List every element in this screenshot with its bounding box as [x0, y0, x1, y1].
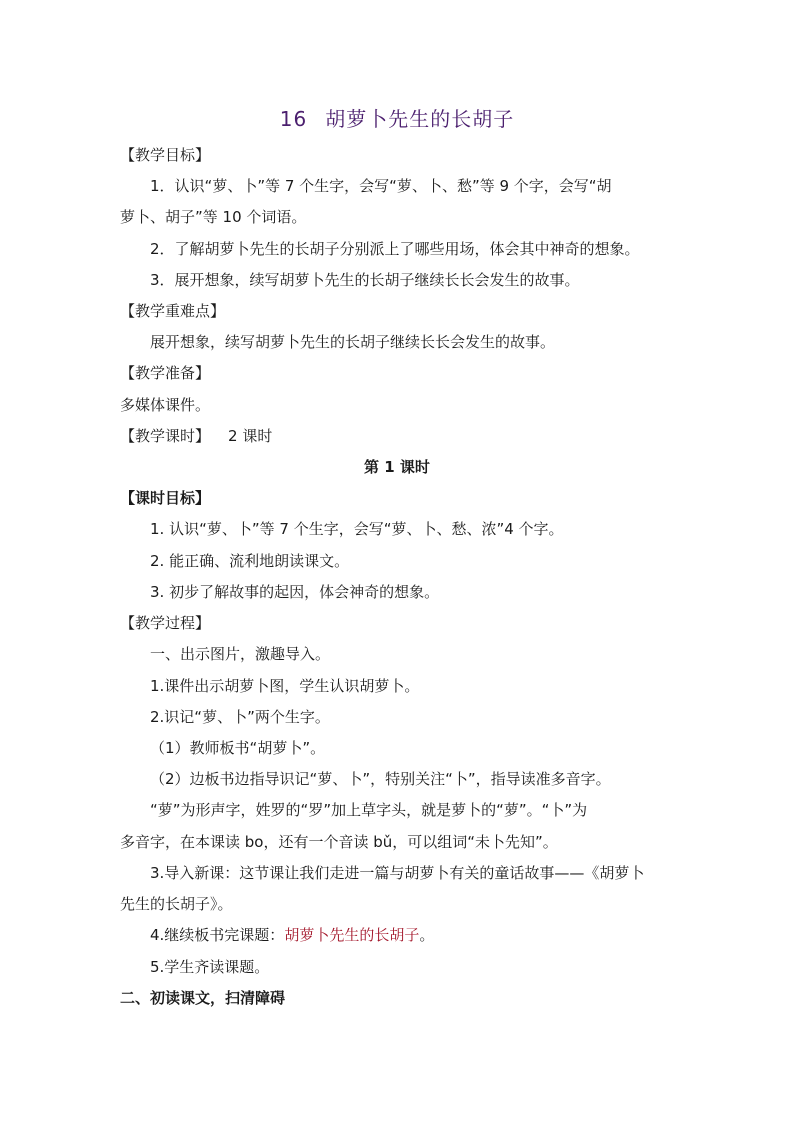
process-heading: 【教学过程】	[120, 614, 211, 632]
goal-1-line-2: 萝卜、胡子”等 10 个词语。	[120, 208, 307, 226]
process-item-4	[150, 925, 680, 945]
hours-heading: 【教学课时】	[120, 427, 211, 445]
process-item-2a: （1）教师板书“胡萝卜”。	[150, 739, 326, 757]
lesson-number: 16	[279, 107, 308, 131]
goal-1-line-1: 1．认识“萝、卜”等 7 个生字，会写“萝、卜、愁”等 9 个字，会写“胡	[150, 177, 612, 195]
goal-2: 2．了解胡萝卜先生的长胡子分别派上了哪些用场，体会其中神奇的想象。	[150, 240, 640, 258]
process-step-2: 二、初读课文，扫清障碍	[120, 989, 286, 1007]
lesson-title: 胡萝卜先生的长胡子	[325, 107, 515, 131]
board-title-highlight: 胡萝卜先生的长胡子	[284, 926, 420, 944]
preparation-text: 多媒体课件。	[120, 396, 211, 414]
process-item-1: 1.课件出示胡萝卜图，学生认识胡萝卜。	[150, 677, 420, 695]
process-item-3-line-1: 3.导入新课：这节课让我们走进一篇与胡萝卜有关的童话故事——《胡萝卜	[150, 864, 645, 882]
lesson-goal-3: 3. 初步了解故事的起因，体会神奇的想象。	[150, 583, 440, 601]
process-item-4-prefix: 4.继续板书完课题：	[150, 926, 285, 944]
process-item-5: 5.学生齐读课题。	[150, 958, 270, 976]
process-item-2c-line-2: 多音字，在本课读 bo，还有一个音读 bǔ，可以组词“未卜先知”。	[120, 833, 558, 851]
key-points-heading: 【教学重难点】	[120, 302, 226, 320]
process-item-2c-line-1: “萝”为形声字，姓罗的“罗”加上草字头，就是萝卜的“萝”。“卜”为	[150, 801, 588, 819]
process-item-4-suffix: 。	[419, 926, 435, 944]
lesson-1-title: 第 1 课时	[364, 458, 430, 476]
process-item-2: 2.识记“萝、卜”两个生字。	[150, 708, 330, 726]
lesson-goal-1: 1. 认识“萝、卜”等 7 个生字，会写“萝、卜、愁、浓”4 个字。	[150, 520, 564, 538]
page-title	[0, 103, 794, 132]
lesson-goals-heading: 【课时目标】	[120, 489, 211, 507]
hours-line	[120, 426, 680, 446]
process-step-1: 一、出示图片，激趣导入。	[150, 645, 331, 663]
lesson-goal-2: 2. 能正确、流利地朗读课文。	[150, 552, 350, 570]
hours-value: 2 课时	[228, 427, 273, 445]
goals-heading: 【教学目标】	[120, 146, 211, 164]
preparation-heading: 【教学准备】	[120, 364, 211, 382]
goal-3: 3．展开想象，续写胡萝卜先生的长胡子继续长长会发生的故事。	[150, 271, 580, 289]
key-points-text: 展开想象，续写胡萝卜先生的长胡子继续长长会发生的故事。	[150, 333, 556, 351]
process-item-3-line-2: 先生的长胡子》。	[120, 895, 233, 913]
process-item-2b: （2）边板书边指导识记“萝、卜”，特别关注“卜”，指导读准多音字。	[150, 770, 611, 788]
